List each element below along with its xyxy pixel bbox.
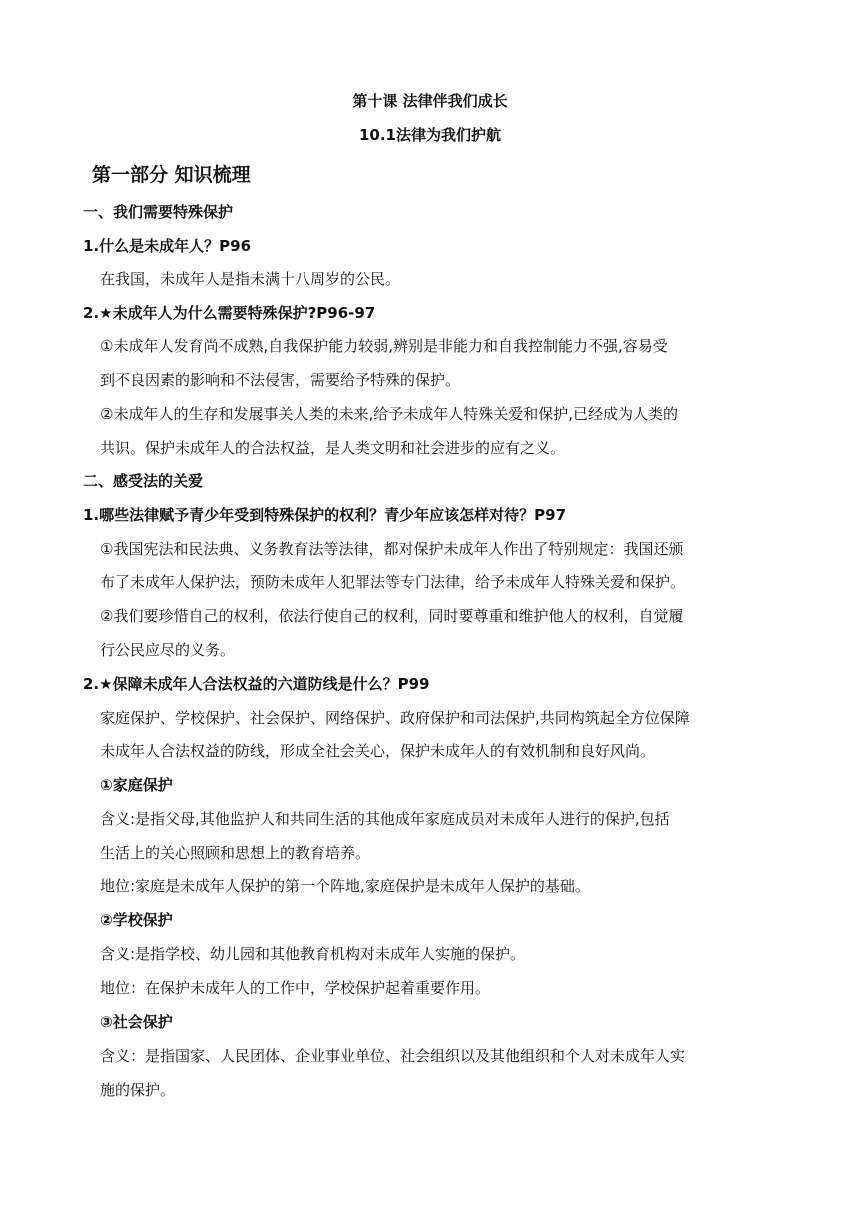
answer-line: 到不良因素的影响和不法侵害，需要给予特殊的保护。 [100,371,461,389]
question-heading: 2.★保障未成年人合法权益的六道防线是什么？P99 [83,675,430,693]
answer-line: 含义：是指国家、人民团体、企业事业单位、社会组织以及其他组织和个人对未成年人实 [100,1047,686,1065]
section-title: 10.1法律为我们护航 [358,126,501,144]
answer-line: 含义:是指学校、幼儿园和其他教育机构对未成年人实施的保护。 [100,945,526,963]
answer-line: 家庭保护、学校保护、社会保护、网络保护、政府保护和司法保护,共同构筑起全方位保障 [100,709,690,727]
section-heading-1: 一、我们需要特殊保护 [83,203,234,221]
question-heading: 2.★未成年人为什么需要特殊保护?P96-97 [83,304,376,322]
subheading-society: ③社会保护 [100,1013,173,1031]
answer-line: ①未成年人发育尚不成熟,自我保护能力较弱,辨别是非能力和自我控制能力不强,容易受 [100,337,668,355]
question-heading: 1.什么是未成年人？P96 [83,237,252,255]
answer-line: 行公民应尽的义务。 [100,641,236,659]
subheading-school: ②学校保护 [100,911,173,929]
answer-line: 地位：在保护未成年人的工作中，学校保护起着重要作用。 [100,979,491,997]
answer-line: 布了未成年人保护法，预防未成年人犯罪法等专门法律，给予未成年人特殊关爱和保护。 [100,573,686,591]
answer-line: 施的保护。 [100,1081,176,1099]
part-title: 第一部分 知识梳理 [92,164,251,186]
section-heading-2: 二、感受法的关爱 [83,472,204,490]
subheading-family: ①家庭保护 [100,776,173,794]
answer-line: 在我国，未成年人是指未满十八周岁的公民。 [100,270,401,288]
answer-line: 未成年人合法权益的防线，形成全社会关心，保护未成年人的有效机制和良好风尚。 [100,742,656,760]
question-heading: 1.哪些法律赋予青少年受到特殊保护的权利？青少年应该怎样对待？P97 [83,506,567,524]
answer-line: ①我国宪法和民法典、义务教育法等法律，都对保护未成年人作出了特别规定：我国还颁 [100,540,684,558]
answer-line: ②未成年人的生存和发展事关人类的未来,给予未成年人特殊关爱和保护,已经成为人类的 [100,405,678,423]
answer-line: 生活上的关心照顾和思想上的教育培养。 [100,844,371,862]
answer-line: ②我们要珍惜自己的权利，依法行使自己的权利，同时要尊重和维护他人的权利，自觉履 [100,607,684,625]
answer-line: 地位:家庭是未成年人保护的第一个阵地,家庭保护是未成年人保护的基础。 [100,877,590,895]
lesson-title: 第十课 法律伴我们成长 [352,92,508,110]
answer-line: 共识。保护未成年人的合法权益，是人类文明和社会进步的应有之义。 [100,439,566,457]
answer-line: 含义:是指父母,其他监护人和共同生活的其他成年家庭成员对未成年人进行的保护,包括 [100,810,670,828]
